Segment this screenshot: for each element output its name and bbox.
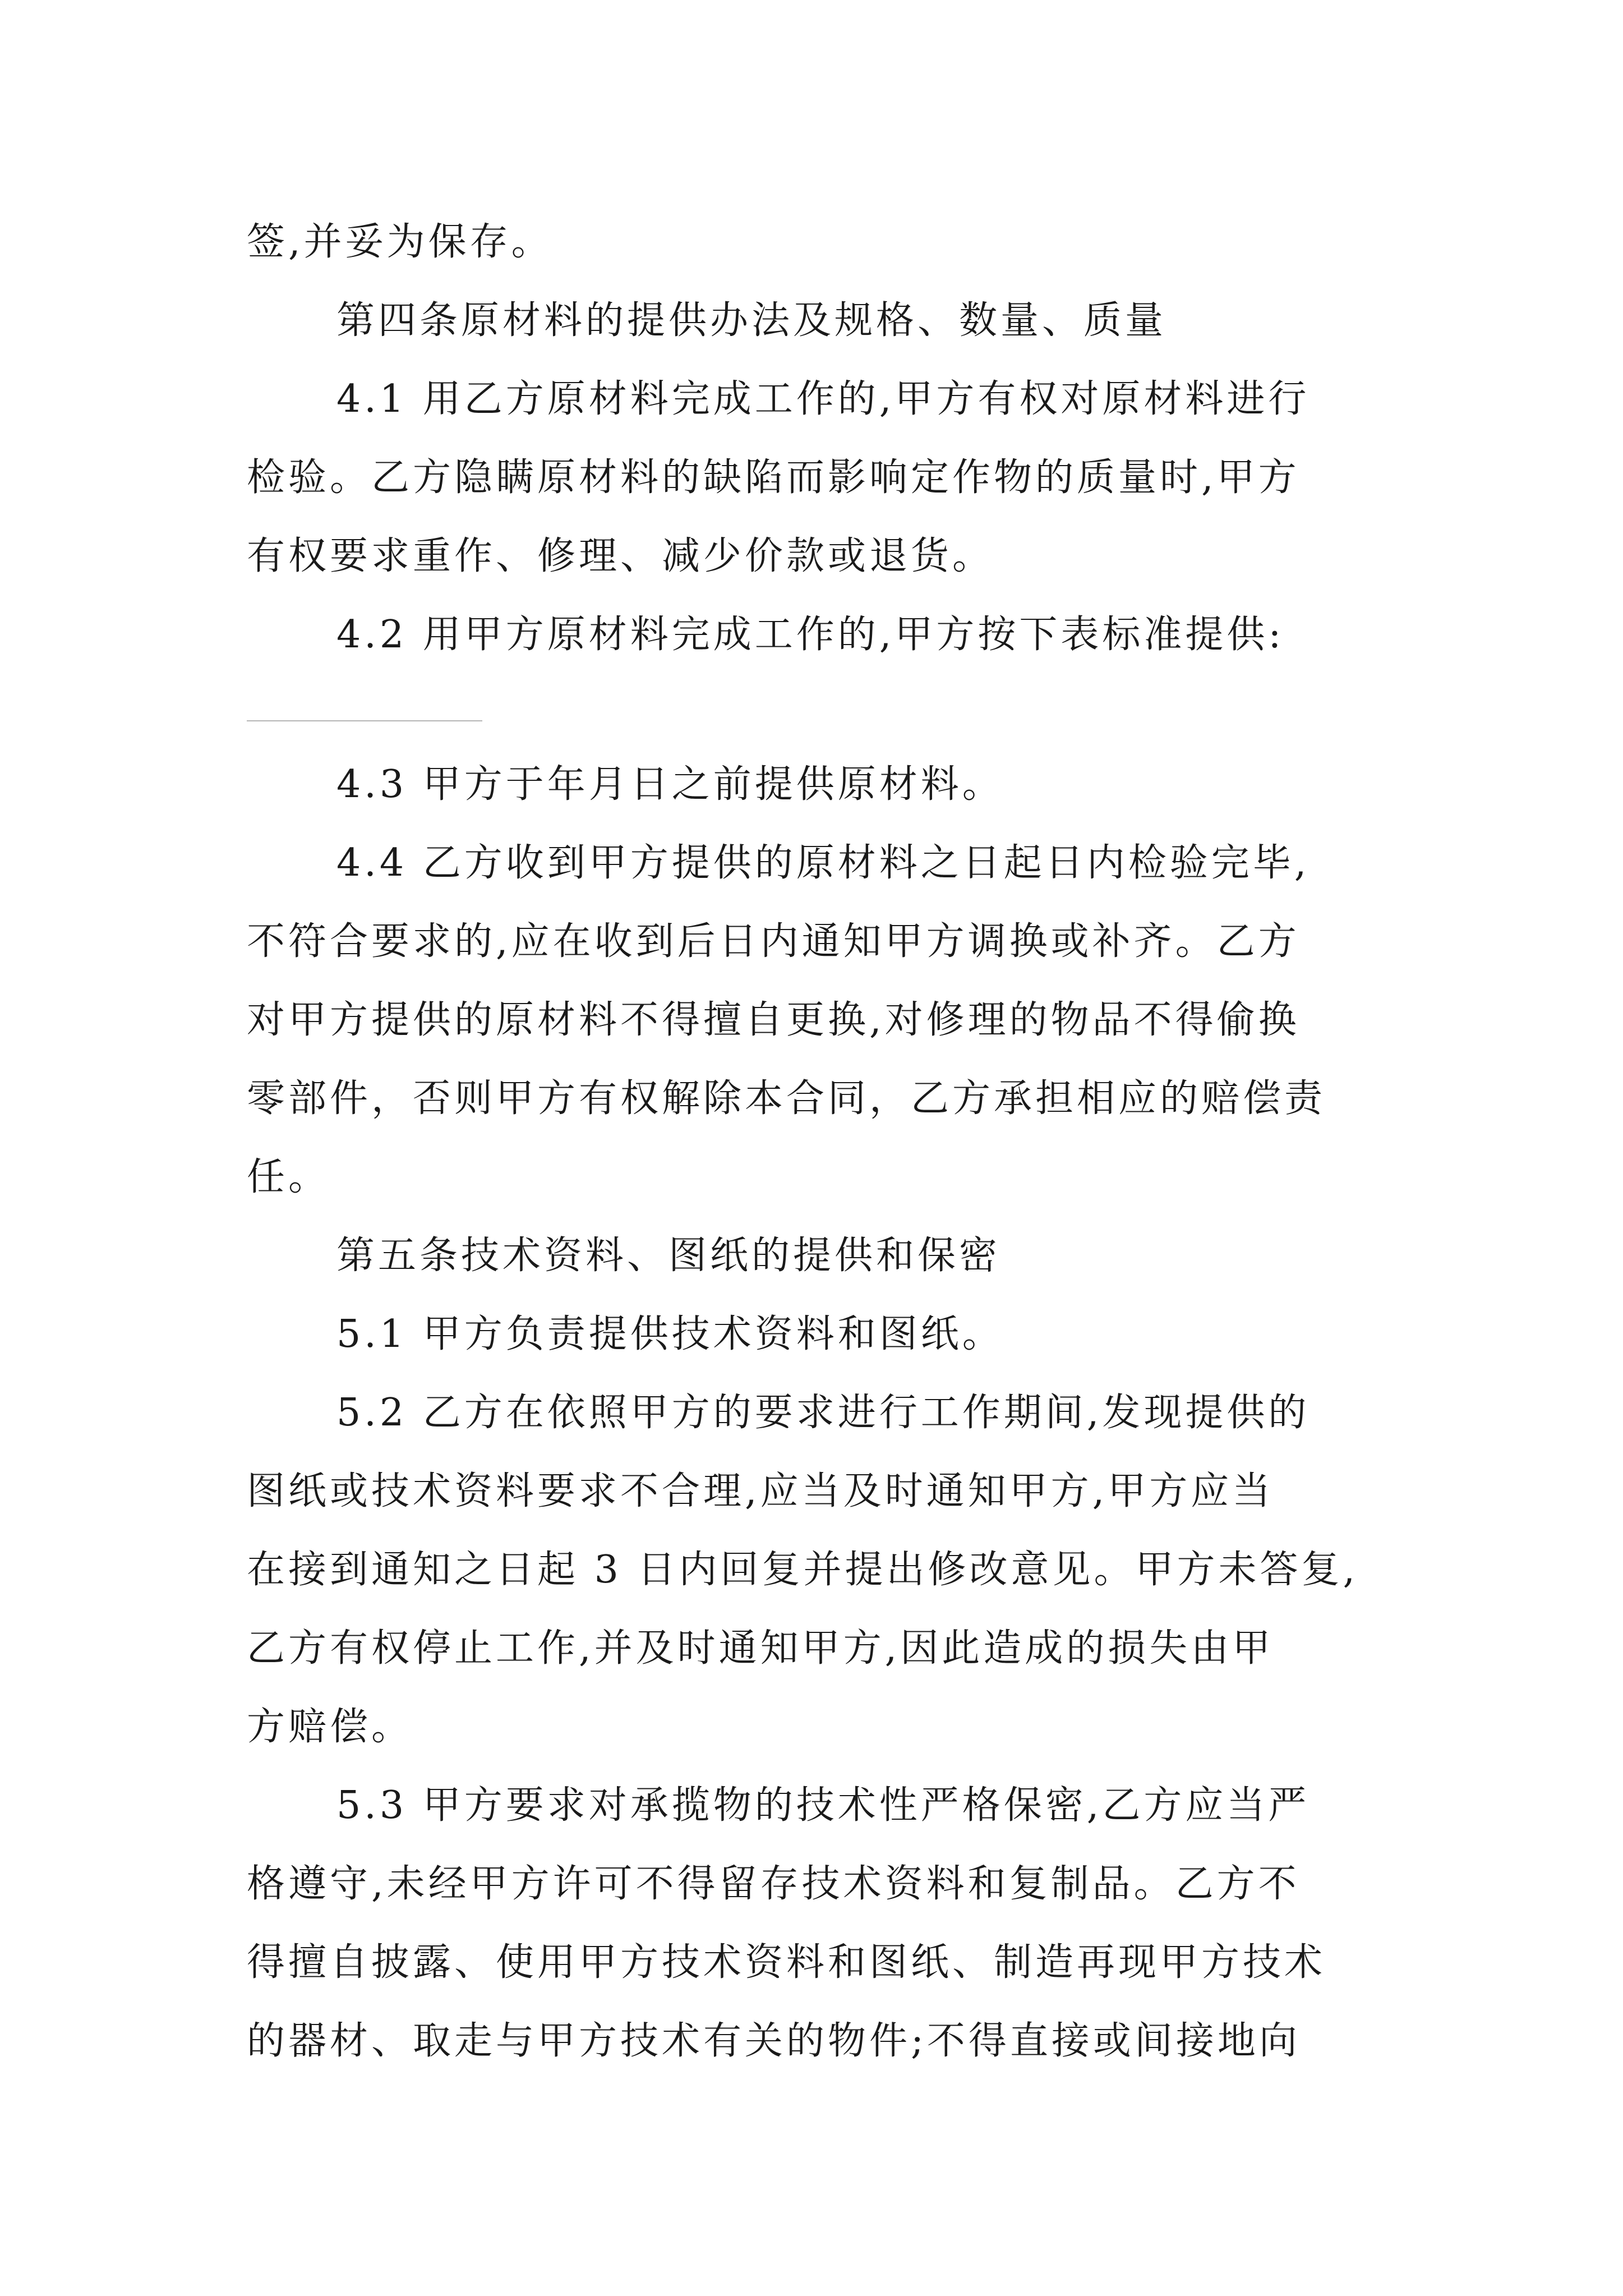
text-line: 方赔偿。 (247, 1705, 413, 1749)
text-line: 不符合要求的,应在收到后日内通知甲方调换或补齐。乙方 (247, 919, 1300, 964)
text-line: 4.2 用甲方原材料完成工作的,甲方按下表标准提供: (336, 613, 1285, 657)
text-line: 检验。乙方隐瞒原材料的缺陷而影响定作物的质量时,甲方 (247, 455, 1300, 500)
text-line: 有权要求重作、修理、减少价款或退货。 (247, 534, 994, 578)
table-placeholder-rule (247, 720, 482, 721)
text-line: 乙方有权停止工作,并及时通知甲方,因此造成的损失由甲 (247, 1626, 1274, 1671)
text-line: 零部件，否则甲方有权解除本合同，乙方承担相应的赔偿责 (247, 1076, 1326, 1121)
text-line: 5.2 乙方在依照甲方的要求进行工作期间,发现提供的 (336, 1391, 1310, 1435)
text-line: 4.1 用乙方原材料完成工作的,甲方有权对原材料进行 (336, 377, 1310, 421)
section-heading: 第五条技术资料、图纸的提供和保密 (336, 1234, 1001, 1278)
text-line: 格遵守,未经甲方许可不得留存技术资料和复制品。乙方不 (247, 1862, 1300, 1906)
section-heading: 第四条原材料的提供办法及规格、数量、质量 (336, 298, 1167, 343)
text-line: 4.4 乙方收到甲方提供的原材料之日起日内检验完毕, (336, 841, 1310, 885)
text-line: 5.3 甲方要求对承揽物的技术性严格保密,乙方应当严 (336, 1783, 1310, 1828)
text-line: 任。 (247, 1155, 330, 1199)
text-line: 5.1 甲方负责提供技术资料和图纸。 (336, 1312, 1004, 1356)
text-line: 签,并妥为保存。 (247, 220, 553, 264)
text-line: 得擅自披露、使用甲方技术资料和图纸、制造再现甲方技术 (247, 1940, 1326, 1985)
text-line: 图纸或技术资料要求不合理,应当及时通知甲方,甲方应当 (247, 1469, 1274, 1513)
text-line: 在接到通知之日起 3 日内回复并提出修改意见。甲方未答复, (247, 1548, 1359, 1592)
text-line: 对甲方提供的原材料不得擅自更换,对修理的物品不得偷换 (247, 998, 1300, 1042)
text-line: 4.3 甲方于年月日之前提供原材料。 (336, 762, 1004, 807)
text-line: 的器材、取走与甲方技术有关的物件;不得直接或间接地向 (247, 2019, 1301, 2063)
